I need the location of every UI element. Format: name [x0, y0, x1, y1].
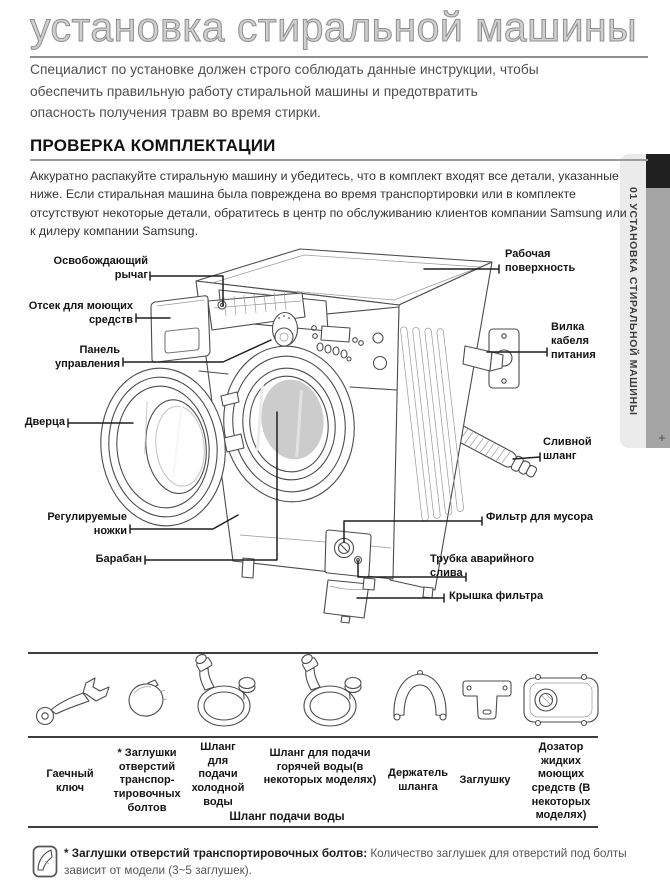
wrench-icon	[37, 678, 110, 725]
hose-guide-icon	[394, 671, 446, 721]
footnote	[64, 846, 642, 880]
footnote-text: Количество заглушек для отверстий под болты зависит от модели (3~5 заглушек).	[64, 847, 627, 877]
part-label-wrench: Гаечный ключ	[46, 768, 94, 794]
part-label-cap: Заглушку	[459, 774, 511, 786]
hot-water-hose-icon	[300, 653, 361, 726]
parts-table-mid-rule	[28, 736, 598, 738]
parts-table-top-rule	[28, 652, 598, 654]
section-heading: ПРОВЕРКА КОМПЛЕКТАЦИИ	[30, 136, 276, 155]
callout-emergency-drain-tube: Трубка аварийного слива	[430, 553, 535, 579]
callout-adjustable-feet: Регулируемые ножки	[47, 511, 127, 537]
callout-door: Дверца	[24, 416, 65, 428]
part-label-dispenser: Дозатор жидких моющих средств (В некоторых моделях)	[531, 741, 591, 822]
chapter-tab-label: 01 УСТАНОВКА СТИРАЛЬНОЙ МАШИНЫ	[627, 186, 639, 416]
part-label-water-supply-hose: Шланг подачи воды	[229, 811, 345, 823]
callout-detergent-compartment: Отсек для моющих средств	[28, 300, 133, 326]
callout-work-surface: Рабочая поверхность	[505, 248, 576, 274]
cold-water-hose-icon	[194, 653, 255, 726]
callout-control-panel: Панель управления	[54, 344, 120, 370]
callout-drain-hose: Сливной шланг	[543, 436, 592, 462]
note-icon	[34, 847, 57, 877]
part-label-bolt-hole-caps: * Заглушки отверстий транспор- тировочных болтов	[113, 747, 181, 814]
intro-paragraph: Специалист по установке должен строго соблюдать данные инструкции, чтобы обеспечить правильную работу стиральной машины и предотвратить опасность получения травм во время стирки.	[30, 62, 539, 121]
section-paragraph: Аккуратно распакуйте стиральную машину и убедитесь, что в комплект входят все детали, указанные ниже. Если стиральная машина была повреждена во время транспортировки или в комплекте отсутствуют некоторые детали, обратитесь в центр по обслуживанию клиентов компании Samsung или к дилеру компании Samsung.	[30, 169, 627, 239]
callout-debris-filter: Фильтр для мусора	[486, 511, 594, 523]
callout-power-plug: Вилка кабеля питания	[551, 321, 596, 361]
callout-release-lever: Освобождающий рычаг	[53, 255, 148, 281]
liquid-detergent-dispenser-icon	[524, 675, 598, 726]
cap-icon	[463, 681, 511, 719]
part-label-hose-guide: Держатель шланга	[388, 767, 448, 793]
part-label-hot-hose: Шланг для подачи горячей воды(в некоторых моделях)	[263, 747, 377, 787]
edge-mark	[659, 435, 665, 441]
page-title: установка стиральной машины	[30, 4, 648, 58]
parts-table-bottom-rule	[28, 826, 598, 828]
footnote-lead: * Заглушки отверстий транспортировочных болтов:	[64, 847, 368, 860]
callout-filter-cover: Крышка фильтра	[449, 590, 544, 602]
part-label-cold-hose: Шланг для подачи холодной воды	[191, 741, 245, 808]
callout-drum: Барабан	[95, 553, 142, 565]
bolt-hole-cap-icon	[126, 680, 167, 719]
